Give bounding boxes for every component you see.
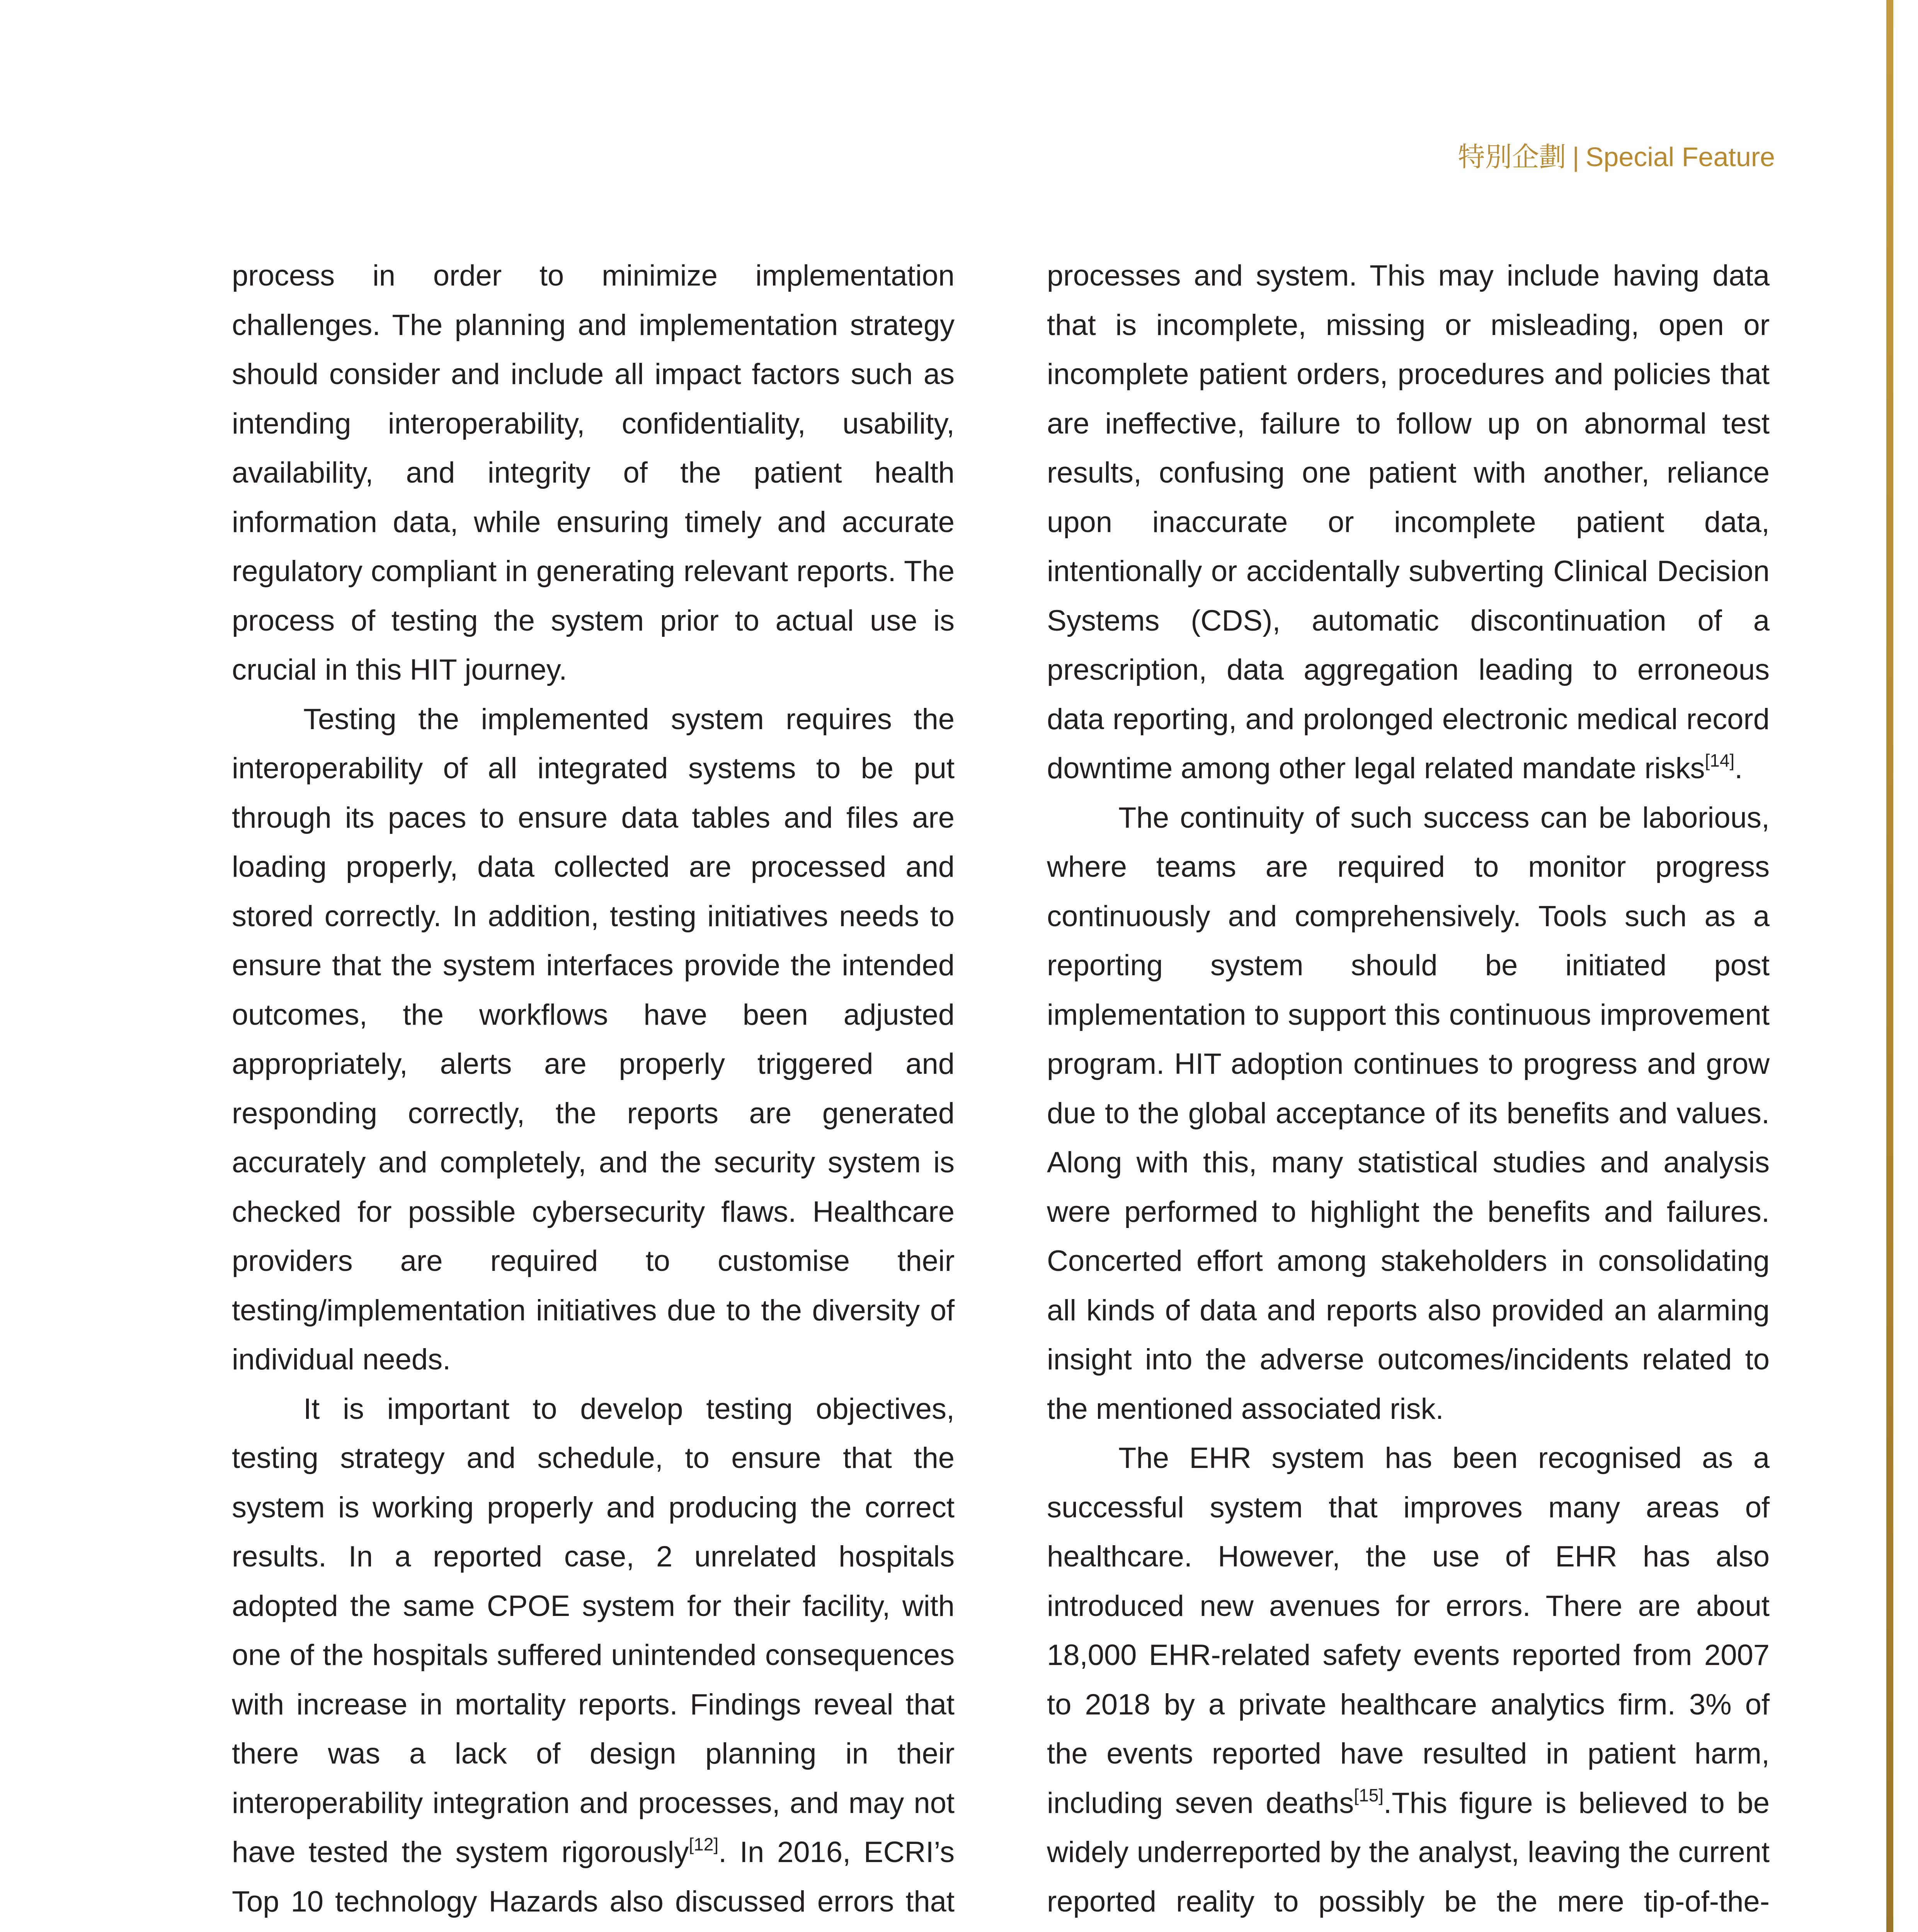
reference-12: [12] [689, 1834, 719, 1854]
page-edge-bar [1886, 0, 1893, 1932]
right-paragraph-1-text-b: . [1734, 752, 1743, 785]
right-paragraph-3 [1047, 1434, 1770, 1932]
right-paragraph-3-text-b: .This figure is believed to be widely underreported by the analyst, leaving the current reported reality to possibly be the mere tip-of-the- [1047, 1786, 1770, 1918]
left-paragraph-1: process in order to minimize implementation challenges. The planning and implementation strategy should consider and include all impact factors such as intending interoperability, confidentiality, usability, availability, and integrity of the patient health information data, while ensuring timely and accurate regulatory compliant in generating relevant reports. The process of testing the system prior to actual use is crucial in this HIT journey. [232, 259, 955, 686]
right-paragraph-3-text-a: The EHR system has been recognised as a successful system that improves many areas of healthcare. However, the use of EHR has also introduced new avenues for errors. There are about 18,000 EHR-related safety events reported from 2007 to 2018 by a private healthcare analytics firm. 3% of the events reported have resulted in patient harm, including seven deaths [1047, 1442, 1770, 1820]
left-paragraph-3-text-a: It is important to develop testing objectives, testing strategy and schedule, to ensure that the system is working properly and producing the correct results. In a reported case, 2 unrelated hospitals adopted the same CPOE system for their facility, with one of the hospitals suffered unintended consequences with increase in mortality reports. Findings reveal that there was a lack of design planning in their interoperability integration and processes, and may not have tested the system rigorously [232, 1392, 955, 1869]
reference-15: [15] [1354, 1785, 1384, 1805]
left-column [232, 251, 955, 1932]
right-column [1047, 251, 1770, 1932]
left-paragraph-3 [232, 1384, 955, 1932]
right-paragraph-1 [1047, 251, 1770, 793]
header-separator: | [1572, 142, 1579, 172]
section-header [1458, 135, 1775, 174]
left-paragraph-2: Testing the implemented system requires the interoperability of all integrated systems to be put through its paces to ensure data tables and files are loading properly, data collected are processed and stored correctly. In addition, testing initiatives needs to ensure that the system interfaces provide the intended outcomes, the workflows have been adjusted appropriately, alerts are properly triggered and responding correctly, the reports are generated accurately and completely, and the security system is checked for possible cybersecurity flaws. Healthcare providers are required to customise their testing/implementation initiatives due to the diversity of individual needs. [232, 702, 955, 1376]
header-english-title: Special Feature [1585, 142, 1775, 172]
right-paragraph-1-text-a: processes and system. This may include having data that is incomplete, missing or misleading, open or incomplete patient orders, procedures and policies that are ineffective, failure to follow up on abnormal test results, confusing one patient with another, reliance upon inaccurate or incomplete patient data, intentionally or accidentally subverting Clinical Decision Systems (CDS), automatic discontinuation of a prescription, data aggregation leading to erroneous data reporting, and prolonged electronic medical record downtime among other legal related mandate risks [1047, 259, 1770, 785]
left-paragraph-3-text-b: . In 2016, ECRI’s Top 10 technology Hazards also discussed errors that [232, 1836, 955, 1918]
reference-14: [14] [1705, 750, 1735, 770]
right-paragraph-2: The continuity of such success can be laborious, where teams are required to monitor progress continuously and comprehensively. Tools such as a reporting system should be initiated post implementation to support this continuous improvement program. HIT adoption continues to progress and grow due to the global acceptance of its benefits and values. Along with this, many statistical studies and analysis were performed to highlight the benefits and failures. Concerted effort among stakeholders in consolidating all kinds of data and reports also provided an alarming insight into the adverse outcomes/incidents related to the mentioned associated risk. [1047, 801, 1770, 1425]
header-chinese-title: 特別企劃 [1458, 142, 1566, 172]
